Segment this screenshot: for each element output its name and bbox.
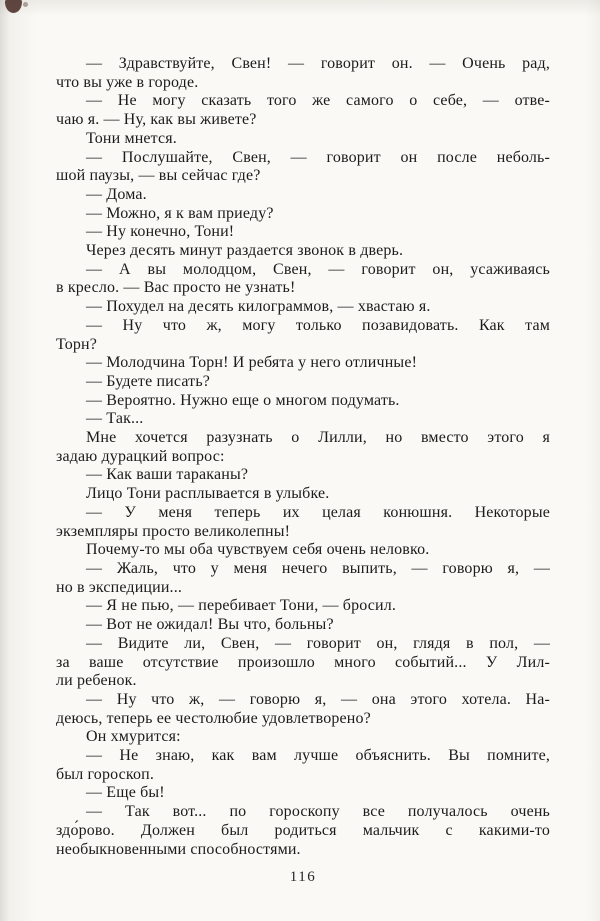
text-line: — Жаль, что у меня нечего выпить, — говорю я, — — [86, 559, 550, 577]
text-line: — Ну что ж, могу только позавидовать. Как там — [86, 316, 550, 334]
text-line: — Вероятно. Нужно еще о многом подумать. — [86, 391, 400, 409]
text-line: — Не могу сказать того же самого о себе, — отве- — [86, 92, 550, 110]
text-line: — Так... — [86, 410, 144, 428]
text-line: — А вы молодцом, Свен, — говорит он, усаживаясь — [86, 260, 550, 278]
text-line: Он хмурится: — [86, 728, 181, 746]
text-line: Лицо Тони расплывается в улыбке. — [86, 485, 330, 503]
text-line: деюсь, теперь ее честолюбие удовлетворено? — [56, 709, 371, 727]
text-line: — Видите ли, Свен, — говорит он, глядя в пол, — — [86, 634, 550, 652]
text-line: — Еще бы! — [86, 784, 165, 802]
text-line: шой паузы, — вы сейчас где? — [56, 167, 261, 185]
text-line: ли ребенок. — [56, 672, 137, 690]
text-line: необыкновенными способностями. — [56, 840, 301, 858]
text-line: — Похудел на десять килограммов, — хвастаю я. — [86, 298, 431, 316]
text-line: — Дома. — [86, 185, 147, 203]
text-line: Торн? — [56, 335, 97, 353]
text-line: — Ну конечно, Тони! — [86, 223, 235, 241]
text-line: Мне хочется разузнать о Лилли, но вместо этого я — [86, 429, 550, 447]
text-line: — Так вот... по гороскопу все получалось очень — [86, 803, 550, 821]
text-line: экземпляры просто великолепны! — [56, 522, 291, 540]
text-block — [56, 55, 550, 859]
text-line: Тони мнется. — [86, 129, 177, 147]
text-line: — Как ваши тараканы? — [86, 466, 249, 484]
text-line: чаю я. — Ну, как вы живете? — [56, 111, 257, 129]
text-line: — Не знаю, как вам лучше объяснить. Вы помните, — [86, 747, 550, 765]
text-line: — Можно, я к вам приеду? — [86, 204, 274, 222]
text-line: — Ну что ж, — говорю я, — она этого хотела. На- — [86, 690, 550, 708]
text-line: но в экспедиции... — [56, 578, 183, 596]
text-line: Почему-то мы оба чувствуем себя очень неловко. — [86, 541, 430, 559]
text-line: был гороскоп. — [56, 765, 155, 783]
scan-dot-artifact — [23, 2, 28, 7]
text-line: Через десять минут раздается звонок в дверь. — [86, 242, 404, 260]
text-line: здо́рово. Должен был родиться мальчик с какими-то — [56, 821, 550, 839]
text-line: — Молодчина Торн! И ребята у него отличные! — [86, 354, 418, 372]
page-number: 116 — [289, 869, 317, 885]
text-line: задаю дурацкий вопрос: — [56, 447, 225, 465]
text-line: — У меня теперь их целая конюшня. Некоторые — [86, 503, 550, 521]
text-line: — Я не пью, — перебивает Тони, — бросил. — [86, 597, 397, 615]
text-line: за ваше отсутствие произошло много событий... У Лил- — [56, 653, 550, 671]
text-line: — Вот не ожидал! Вы что, больны? — [86, 616, 334, 634]
text-line: — Будете писать? — [86, 372, 211, 390]
text-line: — Послушайте, Свен, — говорит он после неболь- — [86, 148, 550, 166]
scan-smudge-artifact — [5, 0, 22, 13]
text-line: что вы уже в городе. — [56, 73, 199, 91]
text-line: в кресло. — Вас просто не узнать! — [56, 279, 296, 297]
text-line: — Здравствуйте, Свен! — говорит он. — Очень рад, — [86, 55, 550, 72]
